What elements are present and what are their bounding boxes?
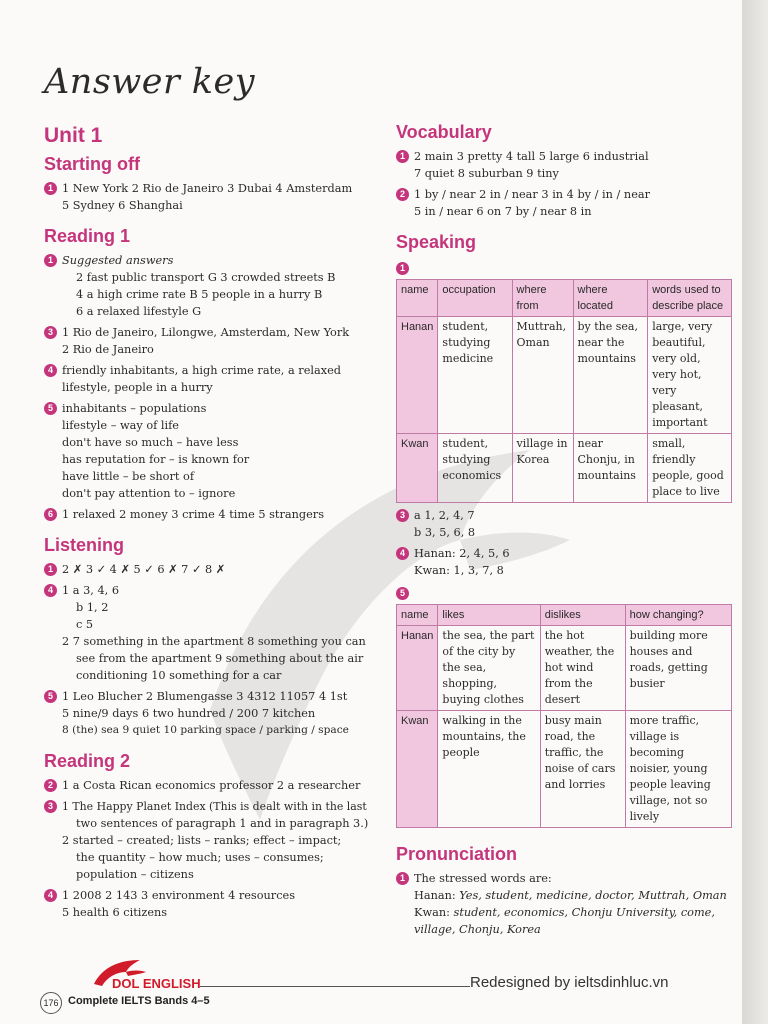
speaking-table-2 bbox=[396, 604, 732, 828]
answer-line: population – citizens bbox=[76, 868, 194, 881]
exercise-number: 3 bbox=[44, 326, 57, 339]
table-cell: Hanan bbox=[397, 317, 438, 434]
answer-line: c 5 bbox=[76, 618, 94, 631]
vocabulary-item-2 bbox=[396, 186, 736, 220]
table-header-cell: where located bbox=[573, 280, 648, 317]
reading1-item-5 bbox=[44, 400, 389, 502]
answer-line: has reputation for – is known for bbox=[62, 453, 250, 466]
answer-line: 1 Leo Blucher 2 Blumengasse 3 4312 11057 4 1st bbox=[62, 690, 348, 703]
footer-rule bbox=[200, 986, 470, 987]
vocabulary-item-1 bbox=[396, 148, 736, 182]
answer-line: don't pay attention to – ignore bbox=[62, 487, 236, 500]
reading2-item-3 bbox=[44, 798, 389, 883]
exercise-number: 1 bbox=[396, 872, 409, 885]
answer-line: 1 a 3, 4, 6 bbox=[62, 584, 120, 597]
stressed-words: Yes, student, medicine, doctor, Muttrah, Oman bbox=[459, 889, 727, 902]
exercise-number: 4 bbox=[396, 547, 409, 560]
table-cell: Hanan bbox=[397, 626, 438, 711]
exercise-number: 5 bbox=[44, 690, 57, 703]
reading-1-heading: Reading 1 bbox=[44, 226, 131, 246]
answer-line: The stressed words are: bbox=[414, 872, 552, 885]
table-header-row bbox=[397, 280, 732, 317]
reading1-item-1 bbox=[44, 252, 389, 320]
answer-line: friendly inhabitants, a high crime rate, a relaxed bbox=[62, 364, 342, 377]
answer-line bbox=[414, 887, 736, 904]
page-number: 176 bbox=[40, 992, 62, 1014]
table-header-cell: name bbox=[397, 280, 438, 317]
answer-line: b 1, 2 bbox=[76, 601, 109, 614]
exercise-number: 1 bbox=[44, 563, 57, 576]
exercise-number: 2 bbox=[44, 779, 57, 792]
book-title: Complete IELTS Bands 4–5 bbox=[68, 995, 210, 1007]
answer-line: the quantity – how much; uses – consumes; bbox=[76, 851, 324, 864]
speaking-table-1 bbox=[396, 279, 732, 503]
exercise-number: 3 bbox=[44, 800, 57, 813]
table-cell: the hot weather, the hot wind from the desert bbox=[540, 626, 625, 711]
table-cell: student, studying economics bbox=[438, 434, 512, 503]
exercise-number: 4 bbox=[44, 364, 57, 377]
answer-line: Kwan: 1, 3, 7, 8 bbox=[414, 564, 504, 577]
reading-2-heading: Reading 2 bbox=[44, 751, 131, 771]
table-cell: by the sea, near the mountains bbox=[573, 317, 648, 434]
answer-line: 2 Rio de Janeiro bbox=[62, 343, 154, 356]
speaking-item-5 bbox=[396, 581, 736, 600]
vocabulary-heading: Vocabulary bbox=[396, 122, 492, 142]
table-row bbox=[397, 434, 732, 503]
listening-heading: Listening bbox=[44, 535, 124, 555]
answer-line: 7 quiet 8 suburban 9 tiny bbox=[414, 167, 559, 180]
answer-line: 1 relaxed 2 money 3 crime 4 time 5 strangers bbox=[62, 508, 324, 521]
starting-off-item-1 bbox=[44, 180, 389, 214]
answer-line bbox=[414, 904, 736, 921]
answer-line: 2 started – created; lists – ranks; effect – impact; bbox=[62, 834, 342, 847]
table-header-cell: words used to describe place bbox=[648, 280, 732, 317]
table-cell: student, studying medicine bbox=[438, 317, 512, 434]
starting-off-heading: Starting off bbox=[44, 154, 140, 174]
stressed-words: village, Chonju, Korea bbox=[414, 923, 541, 936]
answer-line: 5 health 6 citizens bbox=[62, 906, 168, 919]
credit-text: Redesigned by ieltsdinhluc.vn bbox=[470, 974, 669, 991]
pronunciation-item-1 bbox=[396, 870, 736, 938]
answer-line: 1 The Happy Planet Index (This is dealt with in the last bbox=[62, 800, 367, 813]
table-cell: walking in the mountains, the people bbox=[438, 711, 540, 828]
page-footer bbox=[40, 956, 720, 1016]
exercise-number: 4 bbox=[44, 889, 57, 902]
exercise-number: 6 bbox=[44, 508, 57, 521]
page-edge bbox=[742, 0, 768, 1024]
table-cell: busy main road, the traffic, the noise of cars and lorries bbox=[540, 711, 625, 828]
listening-item-1 bbox=[44, 561, 389, 578]
table-row bbox=[397, 626, 732, 711]
exercise-number: 1 bbox=[396, 262, 409, 275]
exercise-number: 2 bbox=[396, 188, 409, 201]
exercise-number: 4 bbox=[44, 584, 57, 597]
table-row bbox=[397, 711, 732, 828]
exercise-number: 5 bbox=[396, 587, 409, 600]
stressed-words: student, economics, Chonju University, come, bbox=[453, 906, 715, 919]
table-cell: building more houses and roads, getting busier bbox=[625, 626, 731, 711]
unit-heading: Unit 1 bbox=[44, 124, 103, 147]
answer-line: don't have so much – have less bbox=[62, 436, 239, 449]
table-header-cell: where from bbox=[512, 280, 573, 317]
answer-line: Hanan: 2, 4, 5, 6 bbox=[414, 547, 510, 560]
answer-line: 8 (the) sea 9 quiet 10 parking space / parking / space bbox=[62, 724, 349, 736]
logo-text: DOL ENGLISH bbox=[112, 976, 201, 991]
speaking-item-3 bbox=[396, 507, 736, 541]
answer-line: 1 2008 2 143 3 environment 4 resources bbox=[62, 889, 296, 902]
answer-line: 2 main 3 pretty 4 tall 5 large 6 industrial bbox=[414, 150, 649, 163]
reading2-item-2 bbox=[44, 777, 389, 794]
table-cell: the sea, the part of the city by the sea, shopping, buying clothes bbox=[438, 626, 540, 711]
table-row bbox=[397, 317, 732, 434]
answer-line: 1 a Costa Rican economics professor 2 a researcher bbox=[62, 779, 361, 792]
answer-line: conditioning 10 something for a car bbox=[76, 669, 282, 682]
table-cell: Kwan bbox=[397, 434, 438, 503]
speaker-label: Kwan: bbox=[414, 906, 450, 919]
reading1-item-3 bbox=[44, 324, 389, 358]
table-header-row bbox=[397, 605, 732, 626]
answer-line: 1 New York 2 Rio de Janeiro 3 Dubai 4 Amsterdam bbox=[62, 182, 353, 195]
answer-line: 5 Sydney 6 Shanghai bbox=[62, 199, 183, 212]
answer-line: 2 7 something in the apartment 8 something you can bbox=[62, 635, 366, 648]
exercise-number: 3 bbox=[396, 509, 409, 522]
exercise-number: 1 bbox=[44, 254, 57, 267]
answer-line: 2 ✗ 3 ✓ 4 ✗ 5 ✓ 6 ✗ 7 ✓ 8 ✗ bbox=[62, 563, 226, 576]
table-cell: Kwan bbox=[397, 711, 438, 828]
table-header-cell: likes bbox=[438, 605, 540, 626]
table-cell: more traffic, village is becoming noisier, young people leaving village, not so lively bbox=[625, 711, 731, 828]
exercise-number: 1 bbox=[396, 150, 409, 163]
pronunciation-heading: Pronunciation bbox=[396, 844, 517, 864]
reading1-item-6 bbox=[44, 506, 389, 523]
answer-line: lifestyle – way of life bbox=[62, 419, 179, 432]
table-header-cell: occupation bbox=[438, 280, 512, 317]
speaking-heading: Speaking bbox=[396, 232, 477, 252]
table-header-cell: name bbox=[397, 605, 438, 626]
answer-line: see from the apartment 9 something about the air bbox=[76, 652, 364, 665]
left-column bbox=[44, 122, 389, 921]
table-header-cell: how changing? bbox=[625, 605, 731, 626]
table-cell: large, very beautiful, very old, very hot, very pleasant, important bbox=[648, 317, 732, 434]
exercise-number: 1 bbox=[44, 182, 57, 195]
answer-line: 5 in / near 6 on 7 by / near 8 in bbox=[414, 205, 592, 218]
table-cell: near Chonju, in mountains bbox=[573, 434, 648, 503]
answer-line: b 3, 5, 6, 8 bbox=[414, 526, 476, 539]
speaking-item-1 bbox=[396, 256, 736, 275]
answer-line: 6 a relaxed lifestyle G bbox=[76, 305, 202, 318]
answer-line: two sentences of paragraph 1 and in paragraph 3.) bbox=[76, 817, 369, 830]
listening-item-5 bbox=[44, 688, 389, 739]
answer-line: 5 nine/9 days 6 two hundred / 200 7 kitchen bbox=[62, 707, 316, 720]
page-title: Answer key bbox=[44, 62, 256, 102]
table-cell: Muttrah, Oman bbox=[512, 317, 573, 434]
answer-line: inhabitants – populations bbox=[62, 402, 207, 415]
reading2-item-4 bbox=[44, 887, 389, 921]
listening-item-4 bbox=[44, 582, 389, 684]
answer-line: lifestyle, people in a hurry bbox=[62, 381, 213, 394]
answer-line: 2 fast public transport G 3 crowded streets B bbox=[76, 271, 336, 284]
speaking-item-4 bbox=[396, 545, 736, 579]
answer-line: 1 Rio de Janeiro, Lilongwe, Amsterdam, New York bbox=[62, 326, 350, 339]
right-column bbox=[396, 118, 736, 938]
table-header-cell: dislikes bbox=[540, 605, 625, 626]
answer-line: 1 by / near 2 in / near 3 in 4 by / in / near bbox=[414, 188, 651, 201]
answer-line: 4 a high crime rate B 5 people in a hurry B bbox=[76, 288, 323, 301]
answer-line: have little – be short of bbox=[62, 470, 194, 483]
table-cell: village in Korea bbox=[512, 434, 573, 503]
answer-line: Suggested answers bbox=[62, 254, 174, 267]
exercise-number: 5 bbox=[44, 402, 57, 415]
table-cell: small, friendly people, good place to live bbox=[648, 434, 732, 503]
reading1-item-4 bbox=[44, 362, 389, 396]
answer-line: a 1, 2, 4, 7 bbox=[414, 509, 475, 522]
speaker-label: Hanan: bbox=[414, 889, 456, 902]
